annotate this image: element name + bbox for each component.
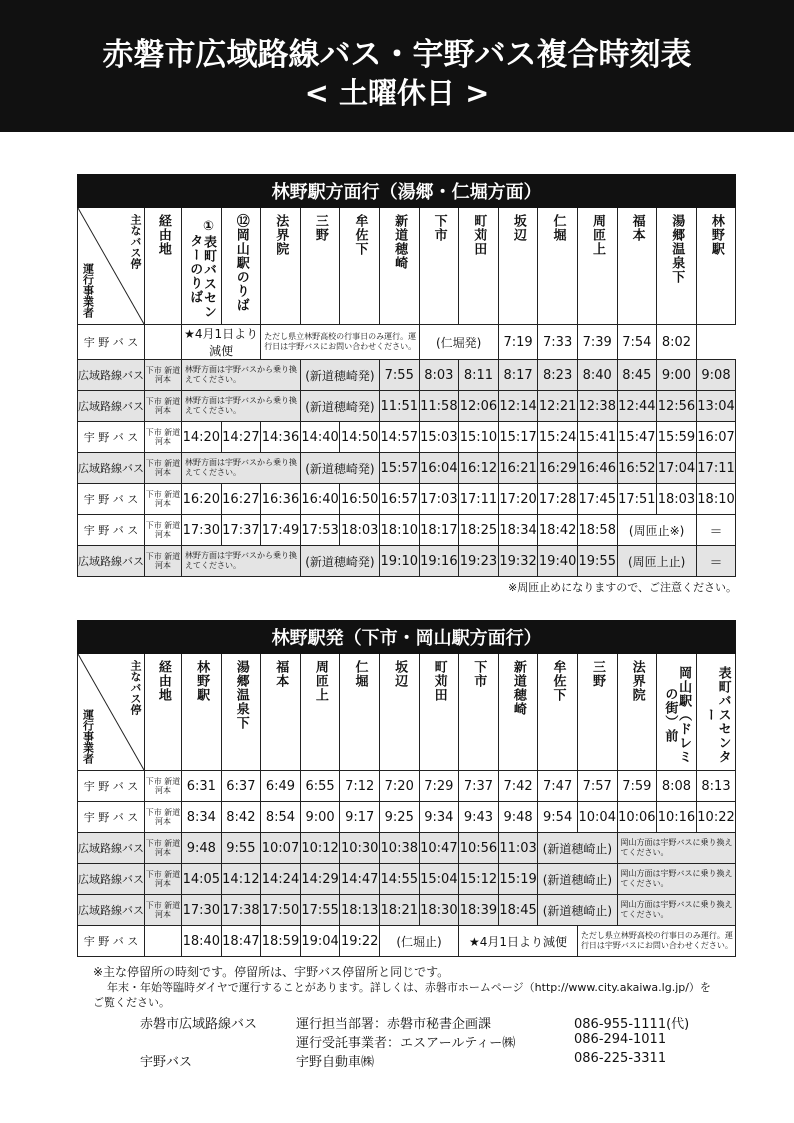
time-cell: 10:56 [459, 833, 499, 864]
header-corner [78, 654, 145, 771]
time-cell: 16:52 [617, 453, 657, 484]
timetable-row [78, 546, 736, 577]
time-cell: 14:12 [221, 864, 261, 895]
time-cell: 16:46 [577, 453, 617, 484]
time-cell: 18:03 [340, 515, 380, 546]
time-cell: 10:12 [300, 833, 340, 864]
time-cell: 14:20 [182, 422, 222, 453]
time-cell: 16:12 [459, 453, 499, 484]
time-cell: 9:25 [379, 802, 419, 833]
time-cell: 19:23 [459, 546, 499, 577]
time-cell: 17:45 [577, 484, 617, 515]
timetable-to-hayashino [77, 174, 736, 577]
time-cell: 15:03 [419, 422, 459, 453]
time-cell: 9:17 [340, 802, 380, 833]
time-cell: 13:04 [696, 391, 736, 422]
route-cell: 下市 新道河本 [145, 895, 182, 926]
time-cell: 9:48 [182, 833, 222, 864]
time-cell: 18:10 [696, 484, 736, 515]
stop-name: 下市 [431, 214, 447, 242]
time-cell: 16:40 [300, 484, 340, 515]
time-cell: 17:50 [261, 895, 301, 926]
timetable-row [78, 453, 736, 484]
time-cell: 11:03 [498, 833, 538, 864]
status-cell: (仁堀発) [419, 325, 498, 360]
time-cell: 9:08 [696, 360, 736, 391]
time-cell: 19:22 [340, 926, 380, 957]
time-cell: 6:49 [261, 771, 301, 802]
operator-cell: 広域路線バス [78, 864, 145, 895]
stop-name: 下市 [471, 660, 487, 688]
time-cell: 18:59 [261, 926, 301, 957]
time-cell: 18:39 [459, 895, 499, 926]
timetable-row [78, 325, 736, 360]
time-cell: 14:05 [182, 864, 222, 895]
stop-header [577, 208, 617, 325]
time-cell: 12:38 [577, 391, 617, 422]
time-cell: 16:57 [379, 484, 419, 515]
stop-name: 湯郷温泉下 [669, 214, 685, 284]
time-cell: 15:04 [419, 864, 459, 895]
contact-uno-tel: 086-225-3311 [574, 1051, 667, 1066]
stop-header [538, 654, 578, 771]
time-cell: 18:40 [182, 926, 222, 957]
time-cell: 17:30 [182, 515, 222, 546]
time-cell: 7:57 [577, 771, 617, 802]
stop-header [538, 208, 578, 325]
stop-header [696, 654, 736, 771]
note-holiday: 年末・年始等臨時ダイヤで運行することがあります。詳しくは、赤磐市ホームページ（http://www.city.akaiwa.lg.jp/）を [107, 981, 711, 994]
time-cell: 18:03 [657, 484, 697, 515]
status-cell: (仁堀止) [379, 926, 458, 957]
time-cell: 16:07 [696, 422, 736, 453]
stop-header [182, 654, 222, 771]
route-cell: 下市 新道河本 [145, 771, 182, 802]
operator-cell: 宇 野 バ ス [78, 422, 145, 453]
time-cell: ＝ [696, 515, 736, 546]
time-cell: 8:08 [657, 771, 697, 802]
time-cell: 19:32 [498, 546, 538, 577]
note-cell: 林野方面は宇野バスから乗り換えてください。 [182, 453, 301, 484]
time-cell: 17:11 [696, 453, 736, 484]
time-cell: 15:47 [617, 422, 657, 453]
table1-footnote: ※周匝止めになりますので、ご注意ください。 [508, 581, 737, 594]
time-cell: 9:48 [498, 802, 538, 833]
timetable-row [78, 515, 736, 546]
time-cell: 14:47 [340, 864, 380, 895]
time-cell: 17:37 [221, 515, 261, 546]
time-cell: 18:42 [538, 515, 578, 546]
status-cell: (新道穂崎止) [538, 833, 617, 864]
time-cell: 10:22 [696, 802, 736, 833]
time-cell: 19:16 [419, 546, 459, 577]
time-cell: 17:11 [459, 484, 499, 515]
time-cell: 7:54 [617, 325, 657, 360]
time-cell: 8:11 [459, 360, 499, 391]
time-cell: 15:24 [538, 422, 578, 453]
time-cell: 16:21 [498, 453, 538, 484]
stop-name: 湯郷温泉下 [233, 660, 249, 730]
stop-header [419, 654, 459, 771]
time-cell: 7:39 [577, 325, 617, 360]
note-cell: 林野方面は宇野バスから乗り換えてください。 [182, 391, 301, 422]
contact-akaiwa-name: 赤磐市広域路線バス [140, 1017, 258, 1032]
operator-cell: 宇 野 バ ス [78, 771, 145, 802]
stop-name: 仁堀 [550, 214, 566, 242]
time-cell: 9:55 [221, 833, 261, 864]
stop-header [300, 208, 340, 325]
time-cell: 10:07 [261, 833, 301, 864]
operator-cell: 広域路線バス [78, 546, 145, 577]
stop-name: 三野 [590, 660, 606, 688]
operator-cell: 広域路線バス [78, 453, 145, 484]
time-cell: 14:55 [379, 864, 419, 895]
time-cell: 16:36 [261, 484, 301, 515]
time-cell: 18:58 [577, 515, 617, 546]
timetable-row [78, 895, 736, 926]
route-cell: 下市 新道河本 [145, 546, 182, 577]
corner-operator-label: 運行事業者 [81, 709, 95, 764]
time-cell: 10:30 [340, 833, 380, 864]
time-cell: 15:12 [459, 864, 499, 895]
timetable-row [78, 422, 736, 453]
stop-header [419, 208, 459, 325]
time-cell: 9:54 [538, 802, 578, 833]
time-cell: 9:00 [300, 802, 340, 833]
operator-cell: 宇 野 バ ス [78, 484, 145, 515]
note-main-stops: ※主な停留所の時刻です。停留所は、宇野バス停留所と同じです。 [93, 965, 450, 979]
operator-cell: 宇 野 バ ス [78, 515, 145, 546]
time-cell: ＝ [696, 546, 736, 577]
time-cell: 8:34 [182, 802, 222, 833]
contact-uno-dept: 宇野自動車㈱ [296, 1055, 375, 1070]
contact-uno-name: 宇野バス [140, 1055, 193, 1070]
time-cell: 9:43 [459, 802, 499, 833]
time-cell: 6:31 [182, 771, 222, 802]
stop-header [261, 208, 301, 325]
stop-header [340, 654, 380, 771]
status-cell: (周匝上止) [617, 546, 696, 577]
page-subtitle: < 土曜休日 > [304, 76, 490, 110]
corner-operator-label: 運行事業者 [81, 263, 95, 318]
time-cell: 8:02 [657, 325, 697, 360]
stop-header [617, 654, 657, 771]
stop-name: 周匝上 [590, 214, 606, 256]
note-see: ご覧ください。 [93, 996, 170, 1009]
time-cell: 15:57 [379, 453, 419, 484]
stop-name: 林野駅 [194, 660, 210, 702]
status-cell: (新道穂崎止) [538, 864, 617, 895]
time-cell: 15:10 [459, 422, 499, 453]
time-cell: 7:42 [498, 771, 538, 802]
stop-header [696, 208, 736, 325]
time-cell: 10:16 [657, 802, 697, 833]
time-cell: 16:20 [182, 484, 222, 515]
header-corner [78, 208, 145, 325]
route-cell: 下市 新道河本 [145, 833, 182, 864]
time-cell: 10:06 [617, 802, 657, 833]
timetable-row [78, 391, 736, 422]
time-cell: 17:55 [300, 895, 340, 926]
note-cell: 岡山方面は宇野バスに乗り換えてください。 [617, 833, 736, 864]
time-cell: 18:13 [340, 895, 380, 926]
time-cell: 7:59 [617, 771, 657, 802]
timetable-row [78, 802, 736, 833]
stops-header-row [78, 654, 736, 771]
stop-name: ⑫岡山駅のりば [233, 214, 249, 312]
stop-header [145, 208, 182, 325]
time-cell: 8:03 [419, 360, 459, 391]
time-cell: 17:53 [300, 515, 340, 546]
time-cell: 17:38 [221, 895, 261, 926]
route-cell: 下市 新道河本 [145, 864, 182, 895]
stop-name: 坂辺 [510, 214, 526, 242]
time-cell: 6:55 [300, 771, 340, 802]
stops-header-row [78, 208, 736, 325]
stop-name: ①表町バスセンターのりば [187, 219, 216, 319]
time-cell: 7:20 [379, 771, 419, 802]
time-cell: 16:50 [340, 484, 380, 515]
status-cell: ★4月1日より減便 [182, 325, 261, 360]
status-cell: (新道穂崎発) [300, 546, 379, 577]
corner-stops-label: 主なバス停 [129, 660, 142, 715]
stop-header [300, 654, 340, 771]
time-cell: 19:04 [300, 926, 340, 957]
stop-header [261, 654, 301, 771]
timetable-row [78, 771, 736, 802]
time-cell: 8:42 [221, 802, 261, 833]
stop-name: 法界院 [629, 660, 645, 702]
time-cell: 7:12 [340, 771, 380, 802]
time-cell: 11:51 [379, 391, 419, 422]
time-cell: 14:29 [300, 864, 340, 895]
time-cell: 7:55 [379, 360, 419, 391]
stop-header [379, 654, 419, 771]
time-cell: 14:36 [261, 422, 301, 453]
stop-name: 福本 [629, 214, 645, 242]
time-cell: 15:59 [657, 422, 697, 453]
route-cell [145, 325, 182, 360]
route-cell [145, 926, 182, 957]
time-cell: 18:21 [379, 895, 419, 926]
banner-row [78, 175, 736, 208]
stop-name: 経由地 [155, 660, 171, 702]
operator-cell: 広域路線バス [78, 391, 145, 422]
time-cell: 7:37 [459, 771, 499, 802]
banner-row [78, 621, 736, 654]
stop-header [379, 208, 419, 325]
stop-header [340, 208, 380, 325]
time-cell: 8:23 [538, 360, 578, 391]
time-cell: 18:17 [419, 515, 459, 546]
stop-header [182, 208, 222, 325]
stop-header [577, 654, 617, 771]
status-cell: (新道穂崎発) [300, 360, 379, 391]
stop-name: 福本 [273, 660, 289, 688]
contact-akaiwa-dept: 運行担当部署：赤磐市秘書企画課 [296, 1017, 492, 1032]
timetable-row [78, 484, 736, 515]
contact-akaiwa-tel: 086-955-1111(代) [574, 1017, 690, 1032]
time-cell: 9:00 [657, 360, 697, 391]
stop-name: 牟佐下 [352, 214, 368, 256]
time-cell: 19:55 [577, 546, 617, 577]
time-cell: 8:40 [577, 360, 617, 391]
timetable-row [78, 833, 736, 864]
time-cell: 12:56 [657, 391, 697, 422]
time-cell: 17:03 [419, 484, 459, 515]
page-header [0, 0, 794, 132]
stop-name: 牟佐下 [550, 660, 566, 702]
status-cell: (周匝止※) [617, 515, 696, 546]
stop-header [617, 208, 657, 325]
status-cell: (新道穂崎発) [300, 391, 379, 422]
operator-cell: 広域路線バス [78, 360, 145, 391]
status-cell: (新道穂崎止) [538, 895, 617, 926]
time-cell: 16:04 [419, 453, 459, 484]
stop-header [657, 208, 697, 325]
route-cell: 下市 新道河本 [145, 360, 182, 391]
stop-header [221, 208, 261, 325]
time-cell: 19:40 [538, 546, 578, 577]
time-cell: 17:28 [538, 484, 578, 515]
note-cell: 林野方面は宇野バスから乗り換えてください。 [182, 546, 301, 577]
time-cell: 17:30 [182, 895, 222, 926]
time-cell: 8:45 [617, 360, 657, 391]
stop-name: 町苅田 [431, 660, 447, 702]
stop-name: 周匝上 [312, 660, 328, 702]
stop-name: 林野駅 [708, 214, 724, 256]
time-cell: 17:49 [261, 515, 301, 546]
stop-name: 経由地 [155, 214, 171, 256]
table-banner: 林野駅方面行（湯郷・仁堀方面） [78, 175, 736, 208]
stop-header [459, 208, 499, 325]
status-cell: (新道穂崎発) [300, 453, 379, 484]
time-cell: 16:27 [221, 484, 261, 515]
time-cell: 18:25 [459, 515, 499, 546]
corner-stops-label: 主なバス停 [129, 214, 142, 269]
time-cell: 15:41 [577, 422, 617, 453]
route-cell: 下市 新道河本 [145, 802, 182, 833]
time-cell: 12:21 [538, 391, 578, 422]
time-cell: 18:10 [379, 515, 419, 546]
note-cell: ただし県立林野高校の行事日のみ運行。運行日は宇野バスにお問い合わせください。 [261, 325, 419, 360]
contact-srt-tel: 086-294-1011 [574, 1032, 667, 1047]
time-cell: 6:37 [221, 771, 261, 802]
stop-name: 町苅田 [471, 214, 487, 256]
time-cell: 10:47 [419, 833, 459, 864]
stop-name: 表町バスセンター [702, 666, 731, 764]
note-cell: 林野方面は宇野バスから乗り換えてください。 [182, 360, 301, 391]
route-cell: 下市 新道河本 [145, 453, 182, 484]
stop-name: 坂辺 [392, 660, 408, 688]
status-cell: ★4月1日より減便 [459, 926, 578, 957]
time-cell: 7:19 [498, 325, 538, 360]
operator-cell: 広域路線バス [78, 833, 145, 864]
time-cell: 10:38 [379, 833, 419, 864]
stop-header [498, 208, 538, 325]
stop-header [459, 654, 499, 771]
time-cell: 17:04 [657, 453, 697, 484]
route-cell: 下市 新道河本 [145, 422, 182, 453]
timetable-row [78, 926, 736, 957]
stop-header [145, 654, 182, 771]
stop-name: 岡山駅（ドレミの街）前 [662, 666, 692, 764]
time-cell: 14:24 [261, 864, 301, 895]
time-cell: 15:19 [498, 864, 538, 895]
stop-name: 三野 [312, 214, 328, 242]
stop-name: 仁堀 [352, 660, 368, 688]
time-cell: 7:33 [538, 325, 578, 360]
stop-name: 新道穂崎 [510, 660, 526, 716]
stop-header [221, 654, 261, 771]
time-cell: 7:29 [419, 771, 459, 802]
note-cell: ただし県立林野高校の行事日のみ運行。運行日は宇野バスにお問い合わせください。 [577, 926, 735, 957]
route-cell: 下市 新道河本 [145, 484, 182, 515]
time-cell: 18:47 [221, 926, 261, 957]
time-cell: 12:14 [498, 391, 538, 422]
timetable-row [78, 864, 736, 895]
operator-cell: 宇 野 バ ス [78, 926, 145, 957]
time-cell: 14:50 [340, 422, 380, 453]
time-cell: 14:27 [221, 422, 261, 453]
time-cell: 10:04 [577, 802, 617, 833]
note-cell: 岡山方面は宇野バスに乗り換えてください。 [617, 864, 736, 895]
operator-cell: 広域路線バス [78, 895, 145, 926]
time-cell: 12:44 [617, 391, 657, 422]
route-cell: 下市 新道河本 [145, 391, 182, 422]
time-cell: 8:54 [261, 802, 301, 833]
time-cell: 19:10 [379, 546, 419, 577]
time-cell: 18:34 [498, 515, 538, 546]
note-cell: 岡山方面は宇野バスに乗り換えてください。 [617, 895, 736, 926]
timetable-from-hayashino [77, 620, 736, 957]
stop-name: 法界院 [273, 214, 289, 256]
time-cell: 11:58 [419, 391, 459, 422]
time-cell: 8:13 [696, 771, 736, 802]
time-cell: 18:30 [419, 895, 459, 926]
time-cell: 18:45 [498, 895, 538, 926]
timetable-row [78, 360, 736, 391]
time-cell: 12:06 [459, 391, 499, 422]
stop-header [498, 654, 538, 771]
stop-name: 新道穂崎 [392, 214, 408, 270]
time-cell: 8:17 [498, 360, 538, 391]
time-cell: 15:17 [498, 422, 538, 453]
contact-srt-dept: 運行受託事業者：エスアールティー㈱ [296, 1036, 516, 1051]
operator-cell: 宇 野 バ ス [78, 325, 145, 360]
time-cell: 14:40 [300, 422, 340, 453]
time-cell: 16:29 [538, 453, 578, 484]
operator-cell: 宇 野 バ ス [78, 802, 145, 833]
page-title: 赤磐市広域路線バス・宇野バス複合時刻表 [102, 37, 692, 73]
stop-header [657, 654, 697, 771]
table-banner: 林野駅発（下市・岡山駅方面行） [78, 621, 736, 654]
time-cell: 9:34 [419, 802, 459, 833]
time-cell: 14:57 [379, 422, 419, 453]
time-cell: 17:20 [498, 484, 538, 515]
time-cell: 17:51 [617, 484, 657, 515]
time-cell: 7:47 [538, 771, 578, 802]
route-cell: 下市 新道河本 [145, 515, 182, 546]
